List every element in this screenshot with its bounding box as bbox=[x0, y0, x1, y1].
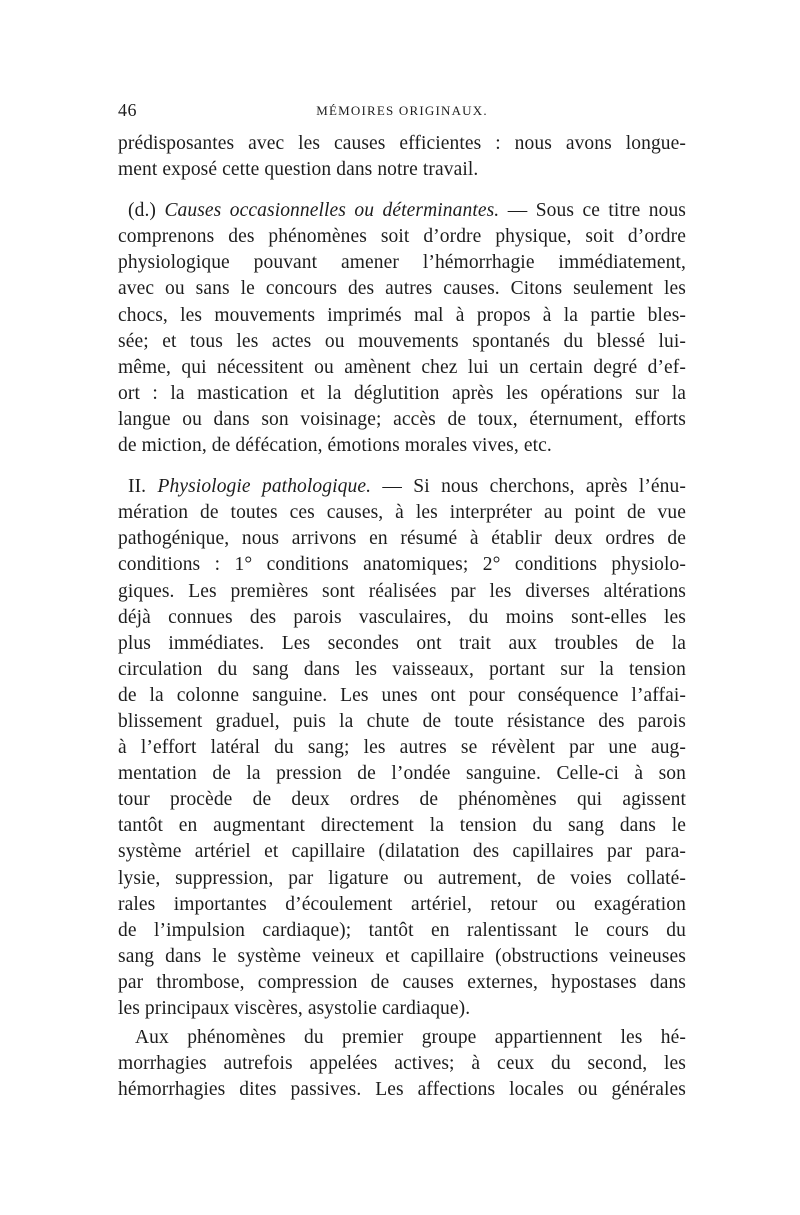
text-line: ort : la mastication et la déglutition après les opérations sur la bbox=[118, 382, 686, 404]
text-line-first bbox=[118, 198, 686, 224]
body-text bbox=[118, 131, 686, 1103]
paragraph-aux-phenomenes bbox=[118, 1025, 686, 1103]
text-line: tour procède de deux ordres de phénomènes qui agissent bbox=[118, 789, 686, 811]
text-line: sée; et tous les actes ou mouvements spontanés du blessé lui- bbox=[118, 330, 686, 352]
text-line: ment exposé cette question dans notre travail. bbox=[118, 159, 479, 181]
page-number: 46 bbox=[118, 100, 137, 120]
text-line: mentation de la pression de l’ondée sanguine. Celle-ci à son bbox=[118, 763, 686, 785]
paragraph-physiologie-pathologique bbox=[118, 474, 686, 1022]
section-label: (d.) bbox=[128, 200, 157, 222]
text-line: chocs, les mouvements imprimés mal à propos à la partie bles- bbox=[118, 304, 686, 326]
text-line: lysie, suppression, par ligature ou autrement, de voies collaté- bbox=[118, 867, 686, 889]
text-line: plus immédiates. Les secondes ont trait aux troubles de la bbox=[118, 632, 686, 654]
text-line: à l’effort latéral du sang; les autres se révèlent par une aug- bbox=[118, 737, 686, 759]
text-line: les principaux viscères, asystolie cardiaque). bbox=[118, 998, 471, 1019]
section-title: Causes occasionnelles ou déterminantes. bbox=[164, 200, 500, 222]
text-line: déjà connues des parois vasculaires, du moins sont-elles les bbox=[118, 606, 686, 628]
text-run: — Si nous cherchons, après l’énu- bbox=[371, 476, 686, 498]
text-line: pathogénique, nous arrivons en résumé à établir deux ordres de bbox=[118, 528, 686, 550]
paragraph-spacer bbox=[118, 183, 686, 198]
text-line: avec ou sans le concours des autres causes. Citons seulement les bbox=[118, 278, 686, 300]
text-line: même, qui nécessitent ou amènent chez lui un certain degré d’ef- bbox=[118, 356, 686, 378]
text-line: de la colonne sanguine. Les unes ont pour conséquence l’affai- bbox=[118, 684, 686, 706]
text-line: blissement graduel, puis la chute de toute résistance des parois bbox=[118, 710, 686, 732]
text-line: giques. Les premières sont réalisées par les diverses altérations bbox=[118, 580, 686, 602]
section-label: II. bbox=[128, 476, 147, 498]
text-line: rales importantes d’écoulement artériel, retour ou exagération bbox=[118, 893, 686, 915]
page-header bbox=[118, 100, 686, 124]
text-line-first bbox=[118, 474, 686, 500]
section-title: Physiologie pathologique. bbox=[157, 476, 372, 498]
running-head: MÉMOIRES ORIGINAUX. bbox=[316, 103, 488, 118]
text-line: Aux phénomènes du premier groupe appartiennent les hé- bbox=[135, 1027, 686, 1049]
text-line: morrhagies autrefois appelées actives; à ceux du second, les bbox=[118, 1053, 686, 1075]
text-line: hémorrhagies dites passives. Les affections locales ou générales bbox=[118, 1079, 686, 1101]
text-line: conditions : 1° conditions anatomiques; 2° conditions physiolo- bbox=[118, 554, 686, 576]
text-line: comprenons des phénomènes soit d’ordre physique, soit d’ordre bbox=[118, 226, 686, 248]
text-line: prédisposantes avec les causes efficientes : nous avons longue- bbox=[118, 133, 686, 154]
paragraph-causes-occasionnelles bbox=[118, 198, 686, 459]
text-line: système artériel et capillaire (dilatation des capillaires par para- bbox=[118, 841, 686, 863]
text-line: langue ou dans son voisinage; accès de toux, éternument, efforts bbox=[118, 408, 686, 430]
text-line: tantôt en augmentant directement la tension du sang dans le bbox=[118, 815, 686, 837]
text-line: physiologique pouvant amener l’hémorrhagie immédiatement, bbox=[118, 252, 686, 274]
paragraph-predisposantes bbox=[118, 131, 686, 183]
text-line: de l’impulsion cardiaque); tantôt en ralentissant le cours du bbox=[118, 919, 686, 941]
text-line: de miction, de défécation, émotions morales vives, etc. bbox=[118, 435, 552, 457]
text-line: circulation du sang dans les vaisseaux, portant sur la tension bbox=[118, 658, 686, 680]
text-run: — Sous ce titre nous bbox=[499, 200, 686, 222]
text-line: mération de toutes ces causes, à les interpréter au point de vue bbox=[118, 502, 686, 524]
paragraph-spacer bbox=[118, 459, 686, 474]
text-line: sang dans le système veineux et capillaire (obstructions veineuses bbox=[118, 945, 686, 967]
text-line: par thrombose, compression de causes externes, hypostases dans bbox=[118, 971, 686, 993]
